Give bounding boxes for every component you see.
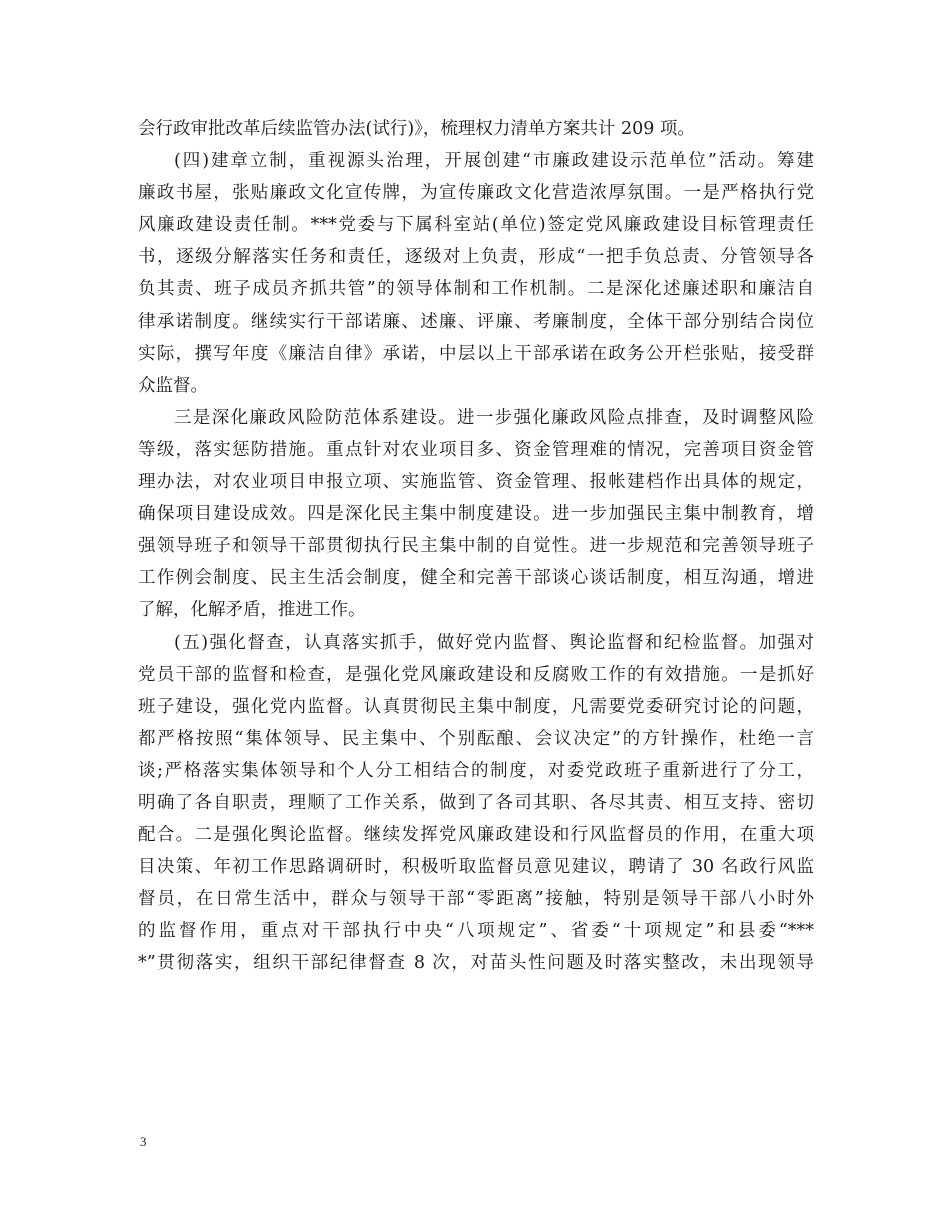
text-line: 三是深化廉政风险防范体系建设。进一步强化廉政风险点排查，及时调整风险 (174, 407, 814, 428)
text-line: 督员，在日常生活中，群众与领导干部“零距离”接触，特别是领导干部八小时外 (138, 889, 814, 910)
text-line: 实际，撰写年度《廉洁自律》承诺，中层以上干部承诺在政务公开栏张贴，接受群 (138, 343, 814, 364)
paragraph-section-5 (138, 627, 814, 980)
text-line: (五)强化督查，认真落实抓手，做好党内监督、舆论监督和纪检监督。加强对 (174, 632, 814, 653)
document-body (138, 113, 814, 980)
text-line: 了解，化解矛盾，推进工作。 (138, 600, 366, 621)
paragraph-intro-tail (138, 113, 814, 145)
text-line: (四)建章立制，重视源头治理，开展创建“市廉政建设示范单位”活动。筹建 (174, 151, 814, 172)
text-line: 都严格按照“集体领导、民主集中、个别酝酿、会议决定”的方针操作，杜绝一言 (138, 728, 814, 749)
text-line: 强领导班子和领导干部贯彻执行民主集中制的自觉性。进一步规范和完善领导班子 (138, 536, 814, 557)
text-line: 确保项目建设成效。四是深化民主集中制度建设。进一步加强民主集中制教育，增 (138, 504, 814, 525)
text-line: 党员干部的监督和检查，是强化党风廉政建设和反腐败工作的有效措施。一是抓好 (138, 664, 814, 685)
text-line: 明确了各自职责，理顺了工作关系，做到了各司其职、各尽其责、相互支持、密切 (138, 792, 814, 813)
page-number: 3 (140, 1134, 147, 1149)
text-line: 班子建设，强化党内监督。认真贯彻民主集中制度，凡需要党委研究讨论的问题， (138, 696, 814, 717)
text-line: 风廉政建设责任制。***党委与下属科室站(单位)签定党风廉政建设目标管理责任 (138, 215, 814, 236)
text-line: 的监督作用，重点对干部执行中央“八项规定”、省委“十项规定”和县委“*** (138, 921, 814, 942)
text-line: 目决策、年初工作思路调研时，积极听取监督员意见建议，聘请了 30 名政行风监 (138, 857, 814, 878)
text-line: 会行政审批改革后续监管办法(试行)》，梳理权力清单方案共计 209 项。 (138, 119, 695, 139)
text-line: 廉政书屋，张贴廉政文化宣传牌，为宣传廉政文化营造浓厚氛围。一是严格执行党 (138, 183, 814, 204)
paragraph-section-4 (138, 145, 814, 402)
text-line: *”贯彻落实，组织干部纪律督查 8 次，对苗头性问题及时落实整改，未出现领导 (138, 953, 814, 974)
text-line: 理办法，对农业项目申报立项、实施监管、资金管理、报帐建档作出具体的规定， (138, 472, 814, 493)
text-line: 配合。二是强化舆论监督。继续发挥党风廉政建设和行风监督员的作用，在重大项 (138, 825, 814, 846)
paragraph-risk-prevention (138, 402, 814, 627)
text-line: 等级，落实惩防措施。重点针对农业项目多、资金管理难的情况，完善项目资金管 (138, 439, 814, 460)
text-line: 书，逐级分解落实任务和责任，逐级对上负责，形成“一把手负总责、分管领导各 (138, 247, 814, 268)
text-line: 谈;严格落实集体领导和个人分工相结合的制度，对委党政班子重新进行了分工， (138, 760, 814, 781)
text-line: 众监督。 (138, 375, 208, 396)
text-line: 工作例会制度、民主生活会制度，健全和完善干部谈心谈话制度，相互沟通，增进 (138, 568, 814, 589)
text-line: 律承诺制度。继续实行干部诺廉、述廉、评廉、考廉制度，全体干部分别结合岗位 (138, 311, 814, 332)
text-line: 负其责、班子成员齐抓共管”的领导体制和工作机制。二是深化述廉述职和廉洁自 (138, 279, 814, 300)
